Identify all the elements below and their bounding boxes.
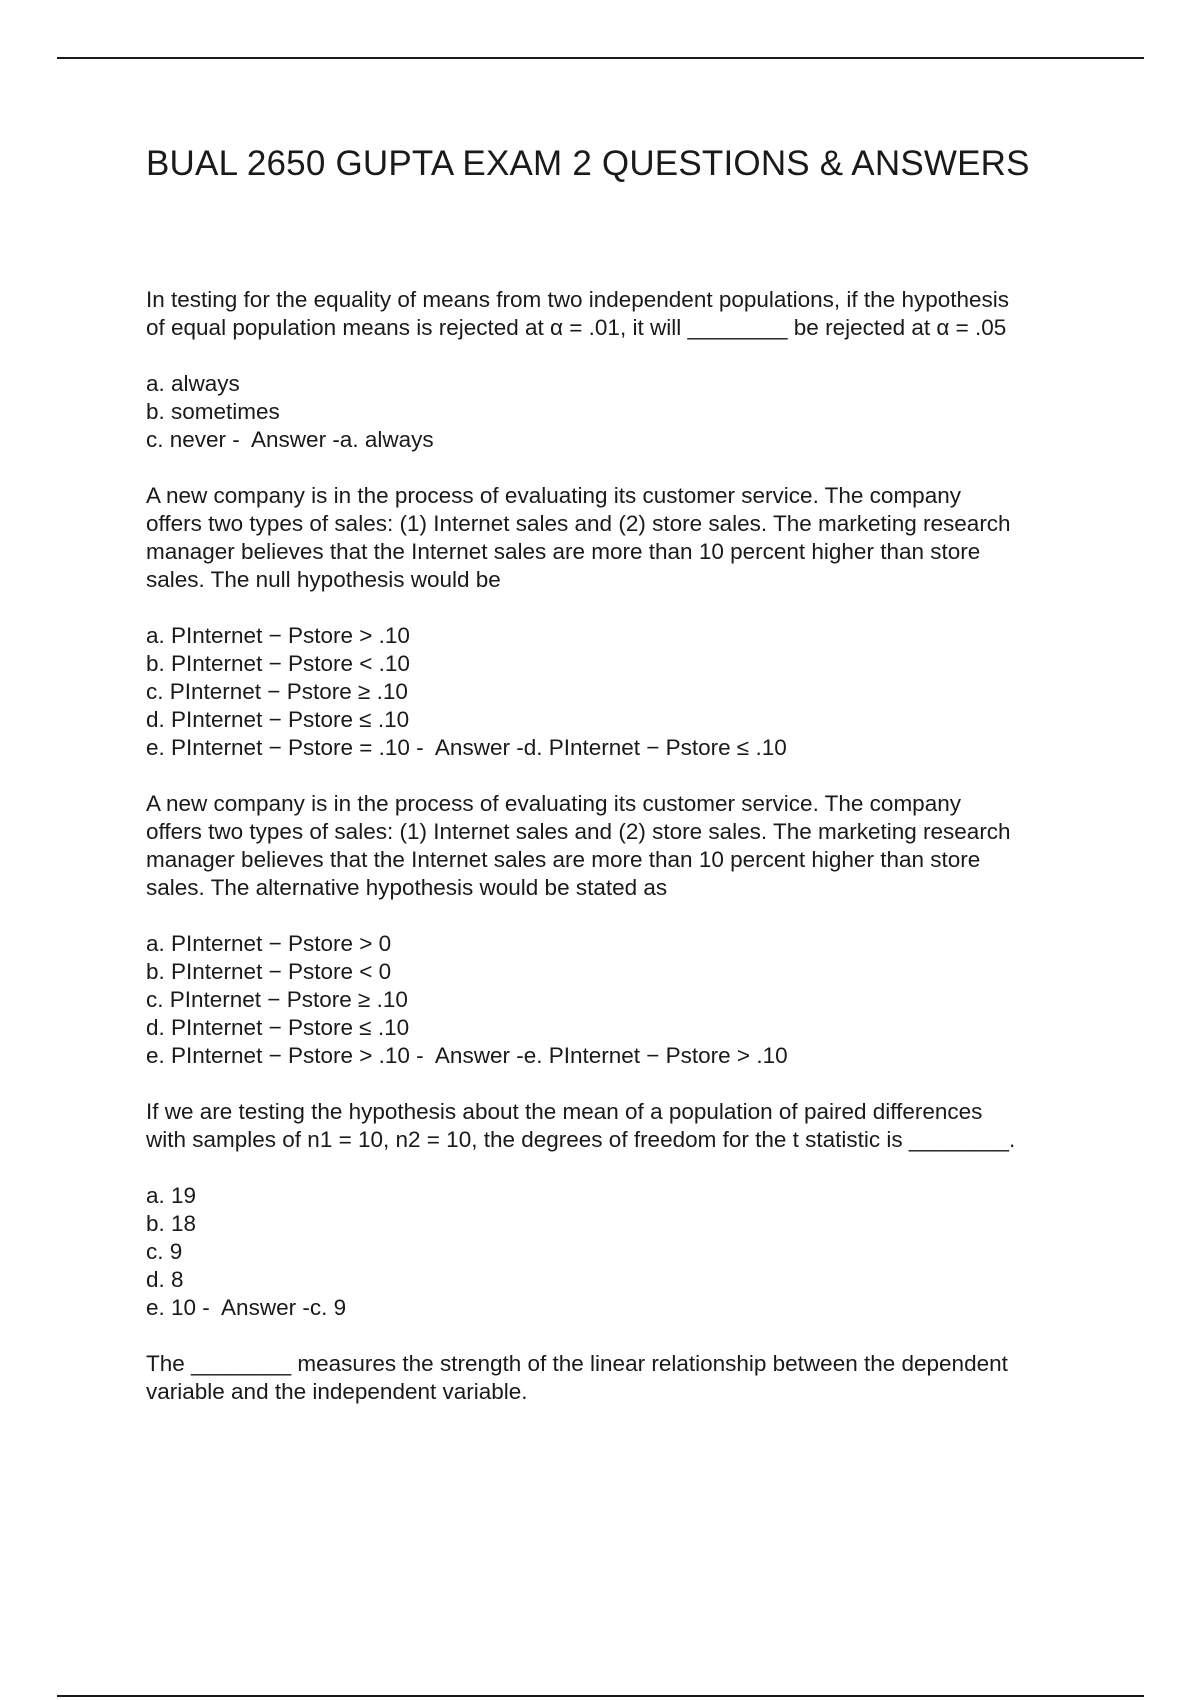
answer-option: d. PInternet − Pstore ≤ .10 bbox=[146, 707, 410, 732]
question-text bbox=[146, 482, 1086, 594]
question-block bbox=[146, 286, 1086, 454]
question-line: A new company is in the process of evaluating its customer service. The company bbox=[146, 483, 961, 508]
question-text bbox=[146, 286, 1086, 342]
answer-option: b. PInternet − Pstore < 0 bbox=[146, 959, 392, 984]
question-line: In testing for the equality of means from two independent populations, if the hypothesis bbox=[146, 287, 1010, 312]
question-text bbox=[146, 1350, 1086, 1406]
answer-option: c. 9 bbox=[146, 1239, 183, 1264]
answer-option: e. PInternet − Pstore = .10 - Answer -d. PInternet − Pstore ≤ .10 bbox=[146, 735, 787, 760]
answer-option: c. never - Answer -a. always bbox=[146, 427, 434, 452]
question-block bbox=[146, 1350, 1086, 1406]
answer-option: c. PInternet − Pstore ≥ .10 bbox=[146, 679, 408, 704]
answer-options bbox=[146, 930, 1086, 1070]
bottom-rule bbox=[57, 1695, 1144, 1697]
answer-option: e. 10 - Answer -c. 9 bbox=[146, 1295, 347, 1320]
top-rule bbox=[57, 57, 1144, 59]
answer-option: b. sometimes bbox=[146, 399, 280, 424]
answer-options bbox=[146, 370, 1086, 454]
answer-options bbox=[146, 1182, 1086, 1322]
question-line: manager believes that the Internet sales are more than 10 percent higher than store bbox=[146, 847, 981, 872]
answer-option: b. PInternet − Pstore < .10 bbox=[146, 651, 410, 676]
question-line: A new company is in the process of evaluating its customer service. The company bbox=[146, 791, 961, 816]
question-line: offers two types of sales: (1) Internet sales and (2) store sales. The marketing research bbox=[146, 511, 1011, 536]
question-line: If we are testing the hypothesis about the mean of a population of paired differences bbox=[146, 1099, 983, 1124]
question-block bbox=[146, 482, 1086, 762]
answer-option: a. always bbox=[146, 371, 240, 396]
question-block bbox=[146, 1098, 1086, 1322]
question-line: of equal population means is rejected at α = .01, it will ________ be rejected at α = .05 bbox=[146, 315, 1007, 340]
answer-option: b. 18 bbox=[146, 1211, 197, 1236]
answer-option: a. PInternet − Pstore > .10 bbox=[146, 623, 410, 648]
question-line: offers two types of sales: (1) Internet sales and (2) store sales. The marketing research bbox=[146, 819, 1011, 844]
question-block bbox=[146, 790, 1086, 1070]
answer-option: d. 8 bbox=[146, 1267, 184, 1292]
question-line: sales. The null hypothesis would be bbox=[146, 567, 501, 592]
question-text bbox=[146, 1098, 1086, 1154]
answer-option: a. 19 bbox=[146, 1183, 197, 1208]
question-line: variable and the independent variable. bbox=[146, 1379, 528, 1404]
question-line: sales. The alternative hypothesis would be stated as bbox=[146, 875, 668, 900]
document-title: BUAL 2650 GUPTA EXAM 2 QUESTIONS & ANSWERS bbox=[146, 144, 1030, 183]
question-line: manager believes that the Internet sales are more than 10 percent higher than store bbox=[146, 539, 981, 564]
answer-options bbox=[146, 622, 1086, 762]
answer-option: e. PInternet − Pstore > .10 - Answer -e. PInternet − Pstore > .10 bbox=[146, 1043, 788, 1068]
answer-option: d. PInternet − Pstore ≤ .10 bbox=[146, 1015, 410, 1040]
question-line: with samples of n1 = 10, n2 = 10, the degrees of freedom for the t statistic is ________. bbox=[146, 1127, 1016, 1152]
question-text bbox=[146, 790, 1086, 902]
answer-option: a. PInternet − Pstore > 0 bbox=[146, 931, 392, 956]
answer-option: c. PInternet − Pstore ≥ .10 bbox=[146, 987, 408, 1012]
question-line: The ________ measures the strength of the linear relationship between the dependent bbox=[146, 1351, 1008, 1376]
question-list bbox=[146, 286, 1086, 1434]
